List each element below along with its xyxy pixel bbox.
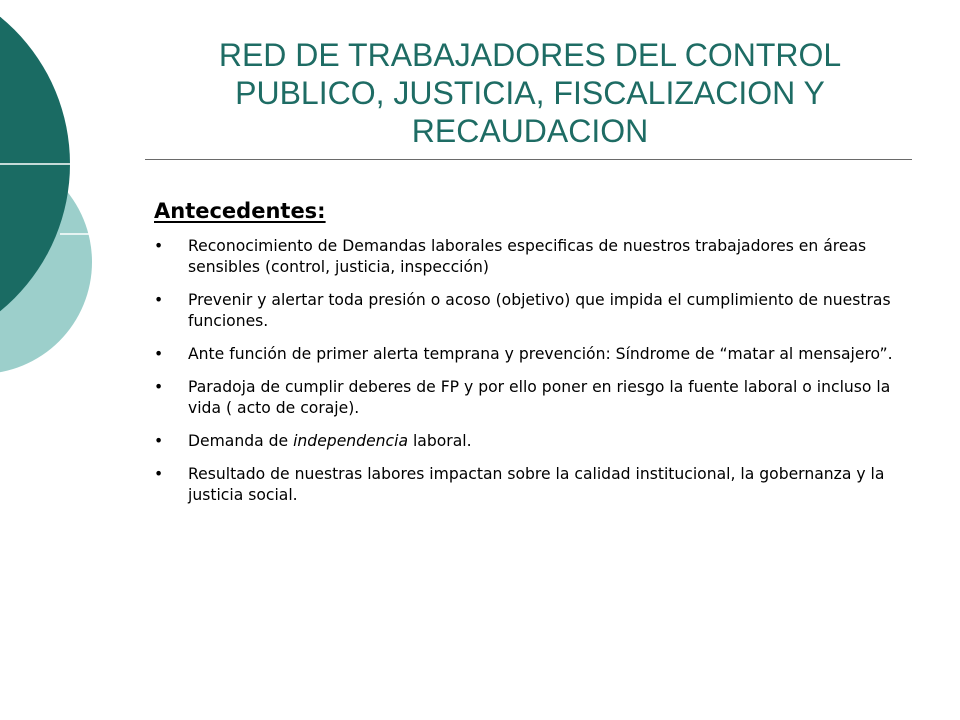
bullet-text: Reconocimiento de Demandas laborales especificas de nuestros trabajadores en áreas sensibles (control, justicia, inspección) bbox=[188, 237, 867, 276]
bullet-text bbox=[188, 432, 472, 450]
bullet-marker: • bbox=[154, 345, 164, 363]
bullet-text-end: laboral. bbox=[408, 432, 472, 450]
list-item bbox=[154, 377, 914, 419]
slide-title: RED DE TRABAJADORES DEL CONTROL PUBLICO, JUSTICIA, FISCALIZACION Y RECAUDACION bbox=[218, 37, 842, 149]
bullet-marker: • bbox=[154, 237, 164, 255]
list-item bbox=[154, 464, 914, 506]
section-heading: Antecedentes: bbox=[154, 199, 326, 223]
bullet-marker: • bbox=[154, 432, 164, 450]
list-item bbox=[154, 431, 914, 452]
bullet-text: Ante función de primer alerta temprana y prevención: Síndrome de “matar al mensajero”. bbox=[188, 345, 893, 363]
bullet-marker: • bbox=[154, 291, 164, 309]
bullet-marker: • bbox=[154, 465, 164, 483]
bullet-text: Prevenir y alertar toda presión o acoso (objetivo) que impida el cumplimiento de nuestras funciones. bbox=[188, 291, 891, 330]
bullet-list bbox=[154, 236, 914, 518]
bullet-marker: • bbox=[154, 378, 164, 396]
bullet-text: Resultado de nuestras labores impactan sobre la calidad institucional, la gobernanza y la justicia social. bbox=[188, 465, 885, 504]
list-item bbox=[154, 344, 914, 365]
bullet-text-start: Demanda de bbox=[188, 432, 294, 450]
list-item bbox=[154, 236, 914, 278]
list-item bbox=[154, 290, 914, 332]
emphasis-text: independencia bbox=[293, 432, 409, 450]
decorative-circles bbox=[0, 0, 140, 420]
title-divider bbox=[145, 159, 912, 160]
bullet-text: Paradoja de cumplir deberes de FP y por ello poner en riesgo la fuente laboral o incluso la vida ( acto de coraje). bbox=[188, 378, 891, 417]
